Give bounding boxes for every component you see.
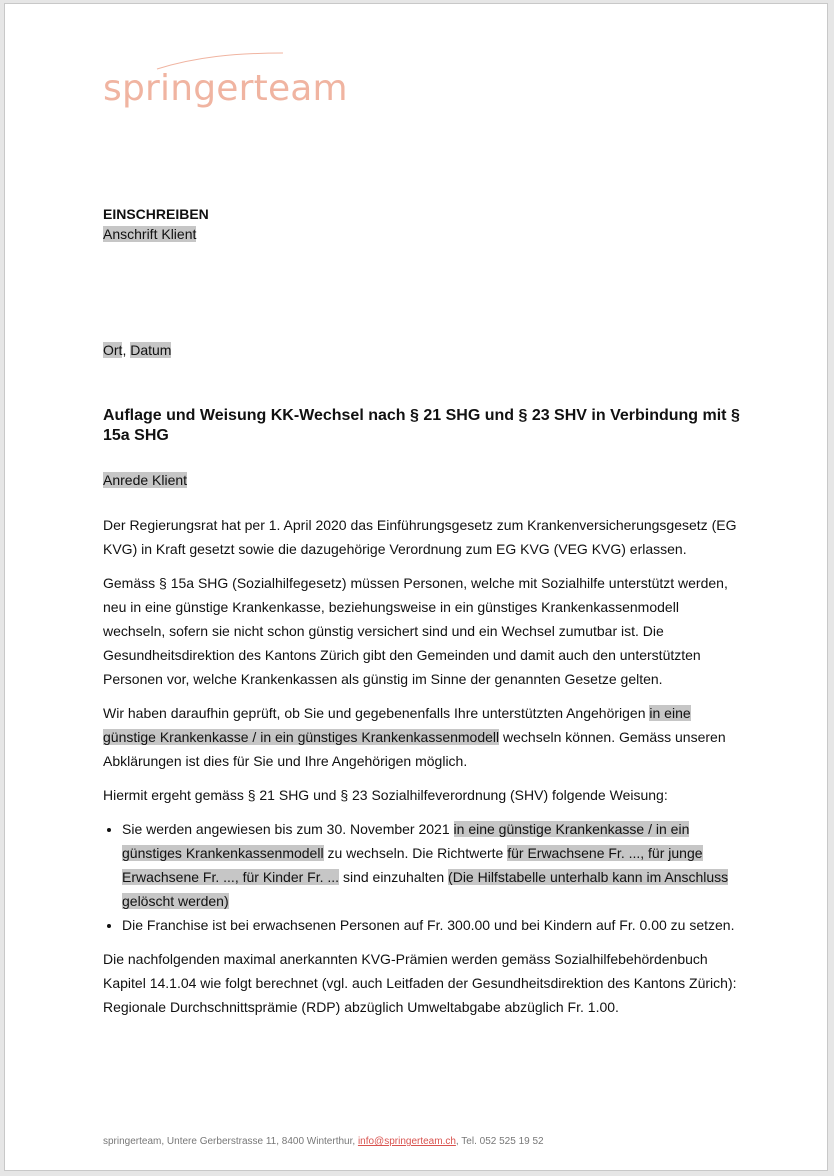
paragraph-3-text-b: wechseln können. Gemäss unseren Abklärungen ist dies für Sie und Ihre Angehörigen möglich. bbox=[103, 729, 726, 769]
place-date bbox=[103, 340, 171, 360]
footer-phone: , Tel. 052 525 19 52 bbox=[455, 1136, 544, 1147]
paragraph-2: Gemäss § 15a SHG (Sozialhilfegesetz) müssen Personen, welche mit Sozialhilfe unterstützt werden, neu in eine günstige Krankenkasse, beziehungsweise in ein günstiges Krankenkassenmodell wechseln, sofern sie nicht schon günstig versichert sind und ein Wechsel zumutbar ist. Die Gesundheitsdirektion des Kantons Zürich gibt den Gemeinden und damit auch den unterstützten Personen vor, welche Krankenkassen als günstig im Sinne der genannten Gesetze gelten. bbox=[103, 575, 728, 687]
place-date-separator: , bbox=[122, 342, 131, 358]
paragraph-5: Die nachfolgenden maximal anerkannten KVG-Prämien werden gemäss Sozialhilfebehördenbuch Kapitel 14.1.04 wie folgt berechnet (vgl. auch Leitfaden der Gesundheitsdirektion des Kantons Zürich): Regionale Durchschnittsprämie (RDP) abzüglich Umweltabgabe abzüglich Fr. 1.00. bbox=[103, 951, 737, 1015]
paragraph-3-text-a: Wir haben daraufhin geprüft, ob Sie und gegebenenfalls Ihre unterstützten Angehörigen bbox=[103, 705, 650, 721]
bullet-1-highlight-3: (Die Hilfstabelle unterhalb kann im Anschluss gelöscht werden) bbox=[122, 869, 729, 909]
salutation-placeholder: Anrede Klient bbox=[103, 472, 188, 488]
company-logo: springerteam bbox=[103, 68, 348, 109]
paragraph-3-highlight: in eine günstige Krankenkasse / in ein günstiges Krankenkassenmodell bbox=[103, 705, 691, 745]
footer-address: springerteam, Untere Gerberstrasse 11, 8400 Winterthur, bbox=[103, 1136, 358, 1147]
footer-email-link[interactable]: info@springerteam.ch bbox=[357, 1136, 456, 1147]
bullet-1-highlight-1: in eine günstige Krankenkasse / in ein günstiges Krankenkassenmodell bbox=[122, 821, 690, 861]
delivery-type: EINSCHREIBEN bbox=[103, 206, 209, 222]
paragraph-4: Hiermit ergeht gemäss § 21 SHG und § 23 Sozialhilfeverordnung (SHV) folgende Weisung: bbox=[103, 787, 668, 803]
paragraph-1: Der Regierungsrat hat per 1. April 2020 das Einführungsgesetz zum Krankenversicherungsgesetz (EG KVG) in Kraft gesetzt sowie die dazugehörige Verordnung zum EG KVG (VEG KVG) erlassen. bbox=[103, 517, 737, 557]
bullet-1-highlight-2: für Erwachsene Fr. ..., für junge Erwachsene Fr. ..., für Kinder Fr. ... bbox=[122, 845, 703, 885]
document-page bbox=[4, 3, 828, 1171]
bullet-1-text-a: Sie werden angewiesen bis zum 30. November 2021 bbox=[122, 821, 454, 837]
letter-body bbox=[103, 513, 743, 1029]
address-placeholder: Anschrift Klient bbox=[103, 226, 197, 242]
place-placeholder: Ort bbox=[103, 342, 123, 358]
date-placeholder: Datum bbox=[130, 342, 172, 358]
instruction-list bbox=[103, 817, 743, 937]
list-item: • Die Franchise ist bei erwachsenen Personen auf Fr. 300.00 und bei Kindern auf Fr. 0.00 zu setzen. bbox=[122, 913, 743, 937]
list-item bbox=[122, 817, 743, 913]
letter-subject: Auflage und Weisung KK-Wechsel nach § 21 SHG und § 23 SHV in Verbindung mit § 15a SHG bbox=[103, 407, 740, 444]
recipient-block bbox=[103, 204, 209, 244]
paragraph-3 bbox=[103, 701, 743, 773]
bullet-1-text-c: sind einzuhalten bbox=[339, 869, 449, 885]
letter-footer bbox=[103, 1136, 544, 1147]
bullet-1-text-b: zu wechseln. Die Richtwerte bbox=[323, 845, 508, 861]
salutation bbox=[103, 470, 187, 490]
